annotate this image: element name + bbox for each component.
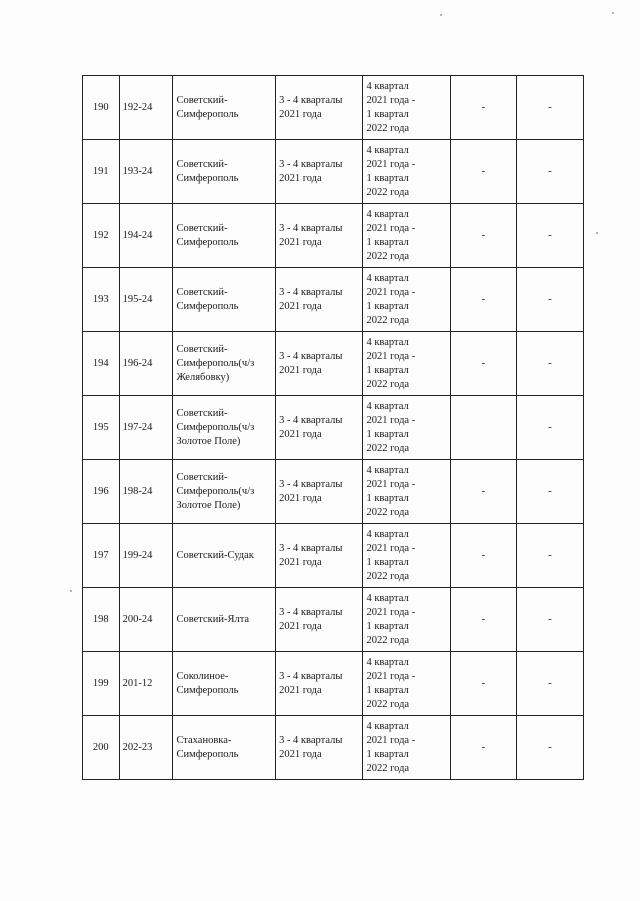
table-row: [83, 716, 584, 780]
planned-period-cell: 3 - 4 кварталы 2021 года: [276, 396, 363, 460]
route-code-cell: 202-23: [119, 716, 173, 780]
table-row: [83, 460, 584, 524]
table-row: [83, 652, 584, 716]
planned-period-cell: 3 - 4 кварталы 2021 года: [276, 268, 363, 332]
row-number-cell: 200: [83, 716, 120, 780]
table-row: [83, 76, 584, 140]
table-row: [83, 524, 584, 588]
table-row: [83, 268, 584, 332]
scan-speck: [612, 12, 614, 14]
route-code-cell: 192-24: [119, 76, 173, 140]
dash-cell-a: -: [450, 268, 516, 332]
route-name-cell: Советский- Симферополь: [173, 140, 276, 204]
row-number-cell: 198: [83, 588, 120, 652]
route-code-cell: 197-24: [119, 396, 173, 460]
planned-period-cell: 3 - 4 кварталы 2021 года: [276, 460, 363, 524]
row-number-cell: 194: [83, 332, 120, 396]
route-code-cell: 199-24: [119, 524, 173, 588]
route-name-cell: Советский- Симферополь(ч/з Золотое Поле): [173, 396, 276, 460]
routes-table-body: [83, 76, 584, 780]
dash-cell-b: -: [516, 716, 583, 780]
table-row: [83, 140, 584, 204]
dash-cell-b: -: [516, 524, 583, 588]
dash-cell-b: -: [516, 268, 583, 332]
route-name-cell: Советский- Симферополь(ч/з Золотое Поле): [173, 460, 276, 524]
row-number-cell: 197: [83, 524, 120, 588]
term-period-cell: 4 квартал 2021 года - 1 квартал 2022 года: [363, 332, 450, 396]
route-code-cell: 200-24: [119, 588, 173, 652]
table-row: [83, 332, 584, 396]
row-number-cell: 193: [83, 268, 120, 332]
row-number-cell: 199: [83, 652, 120, 716]
dash-cell-b: -: [516, 332, 583, 396]
route-code-cell: 195-24: [119, 268, 173, 332]
route-name-cell: Соколиное- Симферополь: [173, 652, 276, 716]
route-name-cell: Советский- Симферополь: [173, 76, 276, 140]
planned-period-cell: 3 - 4 кварталы 2021 года: [276, 140, 363, 204]
dash-cell-b: -: [516, 204, 583, 268]
dash-cell-b: -: [516, 460, 583, 524]
dash-cell-a: -: [450, 524, 516, 588]
planned-period-cell: 3 - 4 кварталы 2021 года: [276, 588, 363, 652]
route-code-cell: 196-24: [119, 332, 173, 396]
dash-cell-b: -: [516, 396, 583, 460]
term-period-cell: 4 квартал 2021 года - 1 квартал 2022 года: [363, 204, 450, 268]
planned-period-cell: 3 - 4 кварталы 2021 года: [276, 204, 363, 268]
route-name-cell: Советский-Ялта: [173, 588, 276, 652]
row-number-cell: 195: [83, 396, 120, 460]
route-name-cell: Советский-Судак: [173, 524, 276, 588]
row-number-cell: 196: [83, 460, 120, 524]
dash-cell-a: -: [450, 332, 516, 396]
scan-speck: [440, 14, 442, 16]
scan-speck: [596, 232, 598, 234]
term-period-cell: 4 квартал 2021 года - 1 квартал 2022 года: [363, 652, 450, 716]
dash-cell-a: -: [450, 588, 516, 652]
term-period-cell: 4 квартал 2021 года - 1 квартал 2022 года: [363, 460, 450, 524]
planned-period-cell: 3 - 4 кварталы 2021 года: [276, 76, 363, 140]
route-code-cell: 194-24: [119, 204, 173, 268]
term-period-cell: 4 квартал 2021 года - 1 квартал 2022 года: [363, 76, 450, 140]
term-period-cell: 4 квартал 2021 года - 1 квартал 2022 года: [363, 524, 450, 588]
term-period-cell: 4 квартал 2021 года - 1 квартал 2022 года: [363, 588, 450, 652]
table-row: [83, 204, 584, 268]
row-number-cell: 190: [83, 76, 120, 140]
planned-period-cell: 3 - 4 кварталы 2021 года: [276, 332, 363, 396]
dash-cell-a: -: [450, 204, 516, 268]
term-period-cell: 4 квартал 2021 года - 1 квартал 2022 года: [363, 140, 450, 204]
dash-cell-b: -: [516, 588, 583, 652]
row-number-cell: 191: [83, 140, 120, 204]
route-name-cell: Советский- Симферополь: [173, 204, 276, 268]
term-period-cell: 4 квартал 2021 года - 1 квартал 2022 года: [363, 268, 450, 332]
route-name-cell: Стахановка- Симферополь: [173, 716, 276, 780]
table-row: [83, 396, 584, 460]
dash-cell-a: -: [450, 652, 516, 716]
table-row: [83, 588, 584, 652]
planned-period-cell: 3 - 4 кварталы 2021 года: [276, 716, 363, 780]
dash-cell-b: -: [516, 76, 583, 140]
dash-cell-b: -: [516, 140, 583, 204]
row-number-cell: 192: [83, 204, 120, 268]
route-name-cell: Советский- Симферополь: [173, 268, 276, 332]
dash-cell-a: -: [450, 140, 516, 204]
dash-cell-a: [450, 396, 516, 460]
route-code-cell: 201-12: [119, 652, 173, 716]
dash-cell-b: -: [516, 652, 583, 716]
route-code-cell: 193-24: [119, 140, 173, 204]
planned-period-cell: 3 - 4 кварталы 2021 года: [276, 524, 363, 588]
route-name-cell: Советский- Симферополь(ч/з Желябовку): [173, 332, 276, 396]
term-period-cell: 4 квартал 2021 года - 1 квартал 2022 года: [363, 716, 450, 780]
dash-cell-a: -: [450, 716, 516, 780]
term-period-cell: 4 квартал 2021 года - 1 квартал 2022 года: [363, 396, 450, 460]
planned-period-cell: 3 - 4 кварталы 2021 года: [276, 652, 363, 716]
routes-table: [82, 75, 584, 780]
route-code-cell: 198-24: [119, 460, 173, 524]
scan-speck: [70, 590, 72, 592]
dash-cell-a: -: [450, 76, 516, 140]
dash-cell-a: -: [450, 460, 516, 524]
